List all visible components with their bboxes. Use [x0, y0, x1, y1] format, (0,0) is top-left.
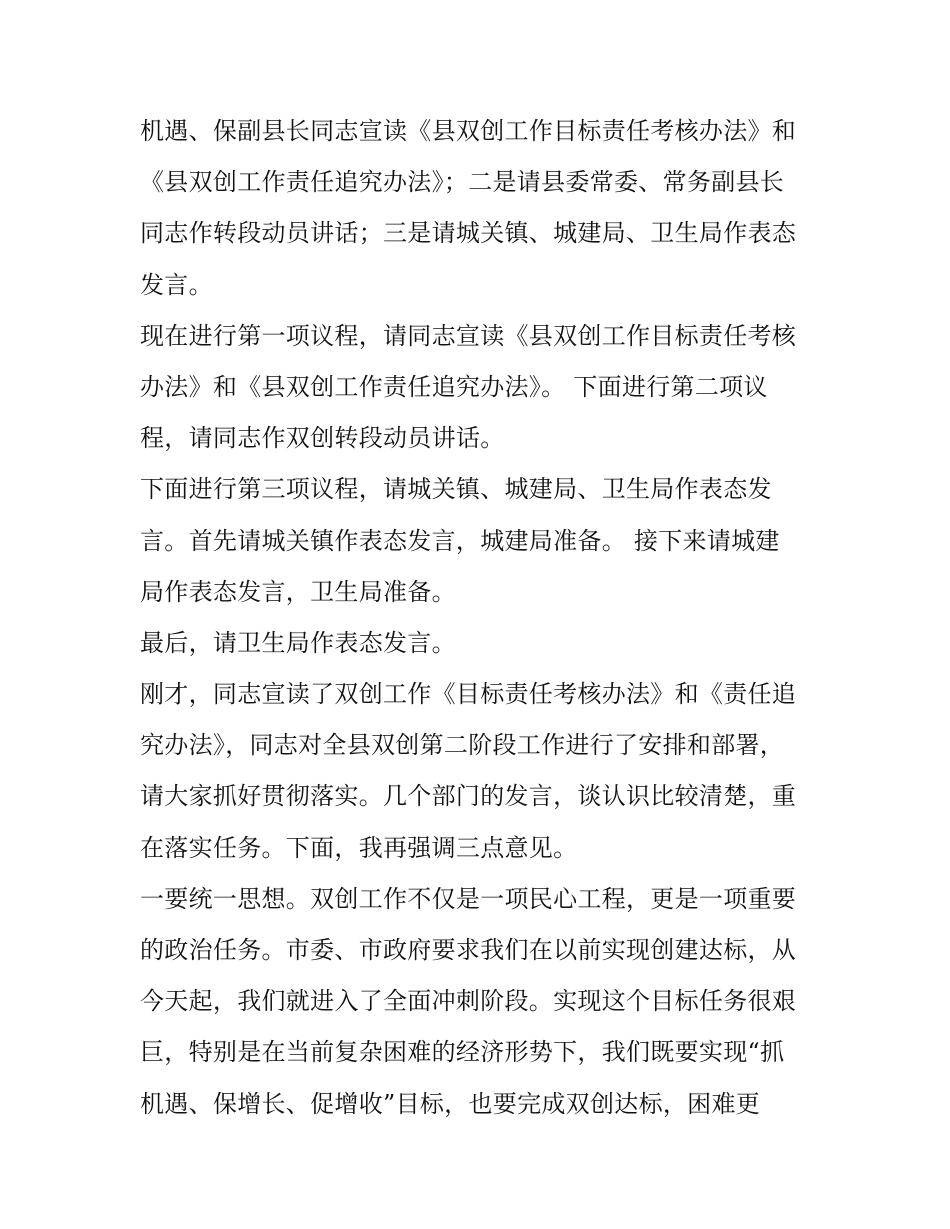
text-line: 办法》和《县双创工作责任追究办法》。 下面进行第二项议 [140, 372, 768, 401]
text-line: 请大家抓好贯彻落实。几个部门的发言，谈认识比较清楚，重 [140, 782, 797, 811]
text-line: 究办法》，同志对全县双创第二阶段工作进行了安排和部署， [140, 731, 785, 760]
text-line: 机遇、保增长、促增收”目标，也要完成双创达标，困难更 [140, 1089, 761, 1118]
text-line: 刚才，同志宣读了双创工作《目标责任考核办法》和《责任追 [140, 680, 797, 709]
text-line: 《县双创工作责任追究办法》；二是请县委常委、常务副县长 [140, 168, 785, 197]
text-line: 现在进行第一项议程，请同志宣读《县双创工作目标责任考核 [140, 321, 797, 350]
text-line: 今天起，我们就进入了全面冲刺阶段。实现这个目标任务很艰 [140, 987, 797, 1016]
text-line: 最后，请卫生局作表态发言。 [140, 628, 456, 657]
text-line: 机遇、保副县长同志宣读《县双创工作目标责任考核办法》和 [140, 117, 797, 145]
text-line: 在落实任务。下面，我再强调三点意见。 [140, 833, 578, 862]
document-body [140, 106, 820, 1130]
text-line: 发言。 [140, 270, 213, 299]
text-line: 的政治任务。市委、市政府要求我们在以前实现创建达标，从 [140, 936, 797, 964]
text-line: 一要统一思想。双创工作不仅是一项民心工程，更是一项重要 [140, 884, 797, 913]
text-line: 言。首先请城关镇作表态发言，城建局准备。 接下来请城建 [140, 526, 780, 555]
text-line: 局作表态发言，卫生局准备。 [140, 577, 456, 606]
text-line: 下面进行第三项议程，请城关镇、城建局、卫生局作表态发 [140, 475, 772, 504]
text-line: 同志作转段动员讲话；三是请城关镇、城建局、卫生局作表态 [140, 219, 797, 248]
text-line: 巨，特别是在当前复杂困难的经济形势下，我们既要实现“抓 [140, 1038, 785, 1067]
text-line: 程，请同志作双创转段动员讲话。 [140, 424, 505, 453]
